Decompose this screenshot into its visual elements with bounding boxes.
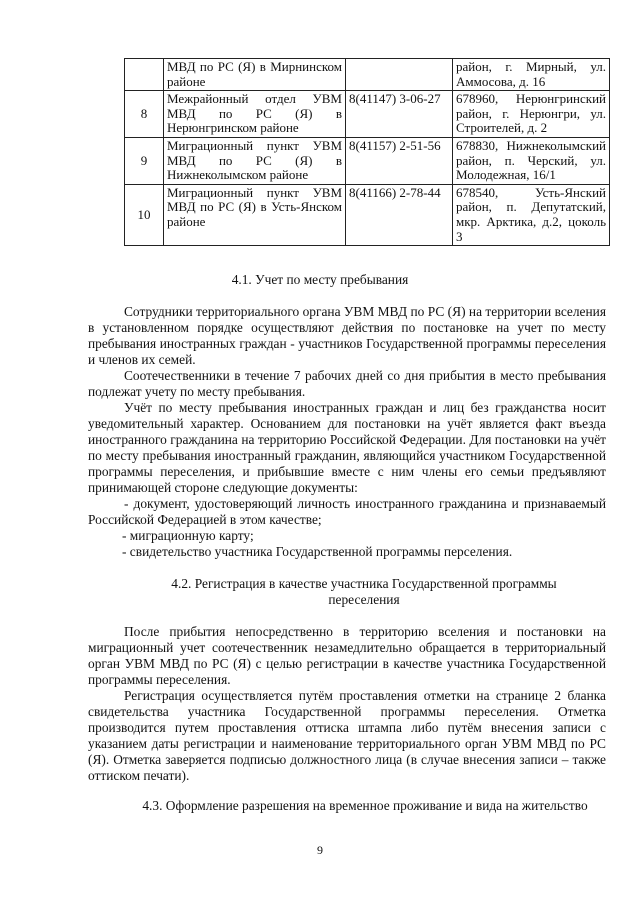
section-4-1-paragraph-1: Сотрудники территориального органа УВМ МВД по РС (Я) на территории вселения в установленном порядке осуществляют действия по постановке на учет по месту пребывания иностранных граждан - участников Государственной программы переселения и членов их семей. — [88, 304, 606, 367]
section-4-1-title: 4.1. Учет по месту пребывания — [231, 272, 409, 287]
address-cell: 678960, Нерюнгринский район, г. Нерюнгри, ул. Строителей, д. 2 — [453, 91, 610, 138]
row-number-cell — [125, 59, 164, 91]
section-4-1-paragraph-2: Соотечественники в течение 7 рабочих дней со дня прибытия в место пребывания подлежат учету по месту пребывания. — [88, 368, 606, 399]
section-4-2-title-line-2: переселения — [328, 592, 400, 607]
organization-cell: МВД по РС (Я) в Мирнинском районе — [164, 59, 346, 91]
table-row — [125, 137, 610, 184]
section-4-2-paragraph-1: После прибытия непосредственно в территорию вселения и постановки на миграционный учет соотечественник незамедлительно обращается в территориальный орган УВМ МВД по РС (Я) с целью регистрации в качестве участника Государственной программы переселения. — [88, 624, 606, 687]
organization-cell: Миграционный пункт УВМ МВД по РС (Я) в Усть-Янском районе — [164, 184, 346, 245]
document-list-item-1: - документ, удостоверяющий личность иностранного гражданина и признаваемый Российской Федерацией в этом качестве; — [88, 496, 606, 527]
address-cell: 678540, Усть-Янский район, п. Депутатский, мкр. Арктика, д.2, цоколь 3 — [453, 184, 610, 245]
row-number-cell: 9 — [125, 137, 164, 184]
section-4-1-paragraph-3: Учёт по месту пребывания иностранных граждан и лиц без гражданства носит уведомительный характер. Основанием для постановки на учёт является факт въезда иностранного гражданина на территорию Российской Федерации. Для постановки на учёт по месту пребывания иностранный гражданин, являющийся участником Государственной программы переселения, и прибывшие вместе с ним члены его семьи предъявляют принимающей стороне следующие документы: — [88, 400, 606, 495]
row-number-cell: 10 — [125, 184, 164, 245]
phone-cell — [346, 59, 453, 91]
phone-cell: 8(41166) 2-78-44 — [346, 184, 453, 245]
organization-cell: Миграционный пункт УВМ МВД по РС (Я) в Нижнеколымском районе — [164, 137, 346, 184]
section-4-2-paragraph-2: Регистрация осуществляется путём проставления отметки на странице 2 бланка свидетельства участника Государственной программы переселения. Отметка производится путем проставления оттиска штампа либо путём внесения записи с указанием даты регистрации и наименование территориального орган УВМ МВД по РС (Я). Отметка заверяется подписью должностного лица (в случае внесения записи – также оттиском печати). — [88, 688, 606, 783]
table-row — [125, 59, 610, 91]
section-4-3-title: 4.3. Оформление разрешения на временное проживание и вида на жительство — [142, 798, 588, 813]
row-number-cell: 8 — [125, 91, 164, 138]
document-list-item-2: - миграционную карту; — [122, 528, 254, 543]
offices-table — [124, 58, 610, 246]
address-cell: район, г. Мирный, ул. Аммосова, д. 16 — [453, 59, 610, 91]
address-cell: 678830, Нижнеколымский район, п. Черский, ул. Молодежная, 16/1 — [453, 137, 610, 184]
organization-cell: Межрайонный отдел УВМ МВД по РС (Я) в Нерюнгринском районе — [164, 91, 346, 138]
section-4-2-title — [130, 576, 598, 608]
phone-cell: 8(41147) 3-06-27 — [346, 91, 453, 138]
table-row — [125, 91, 610, 138]
page-number: 9 — [317, 843, 323, 857]
section-4-2-title-line-1: 4.2. Регистрация в качестве участника Государственной программы — [171, 576, 557, 591]
phone-cell: 8(41157) 2-51-56 — [346, 137, 453, 184]
table-row — [125, 184, 610, 245]
offices-table-body — [125, 59, 610, 246]
document-list-item-3: - свидетельство участника Государственной программы перселения. — [122, 544, 513, 559]
